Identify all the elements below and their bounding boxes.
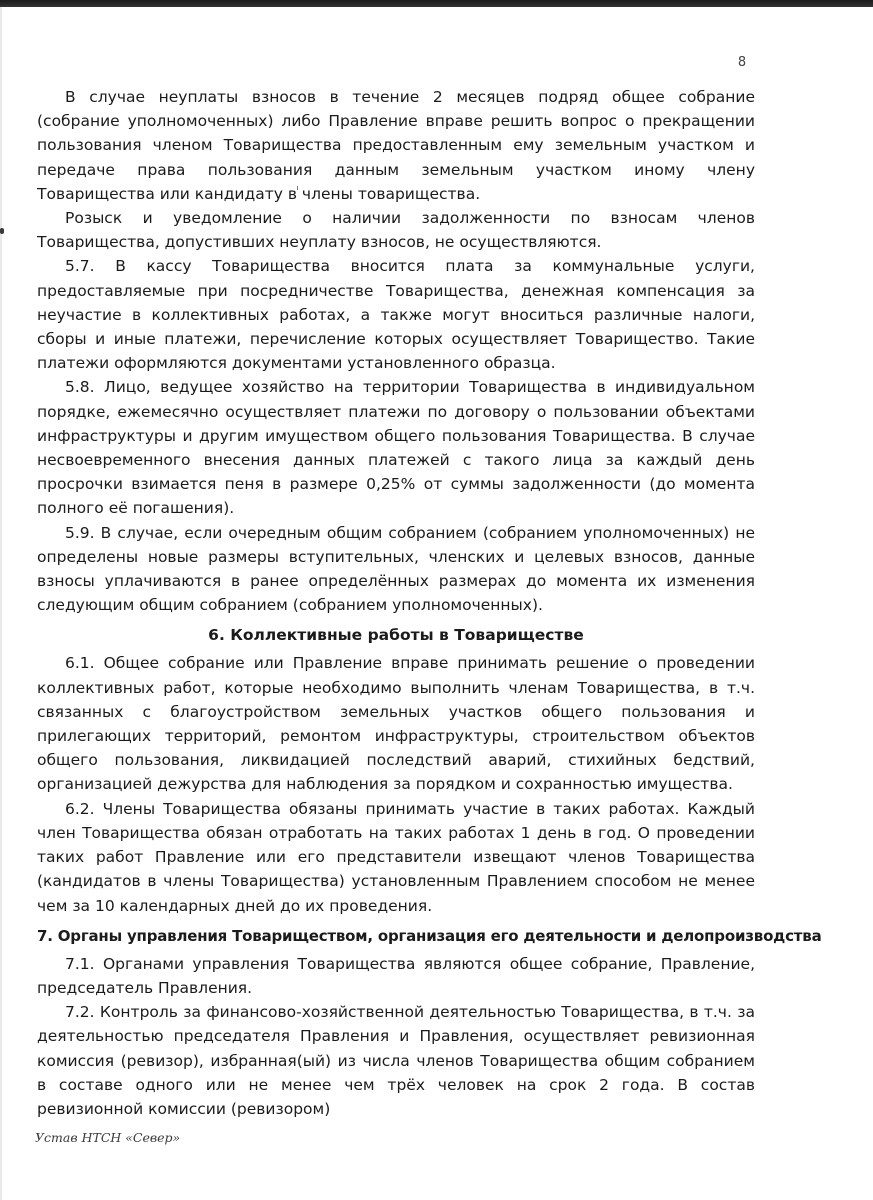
page-number: 8 — [737, 55, 747, 70]
section-heading-6: 6. Коллективные работы в Товариществе — [208, 626, 584, 645]
paragraph-7-1: 7.1. Органами управления Товарищества являются общее собрание, Правление, председатель Правления. — [37, 954, 755, 997]
paragraph-7-2: 7.2. Контроль за финансово-хозяйственной деятельностью Товарищества, в т.ч. за деятельностью председателя Правления и Правления, осуществляет ревизионная комиссия (ревизор), избранная(ый) из числа членов Товарищества общим собранием в составе одного или не менее чем трёх человек на срок 2 года. В состав ревизионной комиссии (ревизором) — [37, 1003, 755, 1118]
document-footer: Устав НТСН «Север» — [35, 1130, 181, 1145]
scan-left-edge — [0, 7, 2, 1200]
paragraph-5-8: 5.8. Лицо, ведущее хозяйство на территории Товарищества в индивидуальном порядке, ежемесячно осуществляет платежи по договору о пользовании объектами инфраструктуры и другим имуществом общего пользования Товарищества. В случае несвоевременного внесения данных платежей с такого лица за каждый день просрочки взимается пеня в размере 0,25% от суммы задолженности (до момента полного её погашения). — [37, 378, 755, 518]
scan-top-edge — [0, 0, 873, 7]
section-heading-7: 7. Органы управления Товариществом, организация его деятельности и делопроизводства — [37, 926, 822, 945]
paragraph-debt-notice: Розыск и уведомление о наличии задолженности по взносам членов Товарищества, допустивших неуплату взносов, не осуществляются. — [37, 209, 755, 252]
paragraph-6-2: 6.2. Члены Товарищества обязаны принимать участие в таких работах. Каждый член Товарищества обязан отработать на таких работах 1 день в год. О проведении таких работ Правление или его представители извещают членов Товарищества (кандидатов в члены Товарищества) установленным Правлением способом не менее чем за 10 календарных дней до их проведения. — [37, 799, 755, 915]
paragraph-nonpayment: В случае неуплаты взносов в течение 2 месяцев подряд общее собрание (собрание уполномоченных) либо Правление вправе решить вопрос о прекращении пользования членом Товарищества предоставленным ему земельным участком и передаче права пользования данным земельным участком иному члену Товарищества или кандидату в члены товарищества. — [37, 88, 755, 203]
paragraph-5-7: 5.7. В кассу Товарищества вносится плата за коммунальные услуги, предоставляемые при посредничестве Товарищества, денежная компенсация за неучастие в коллективных работах, а также могут вноситься различные налоги, сборы и иные платежи, перечисление которых осуществляет Товарищество. Такие платежи оформляются документами установленного образца. — [37, 257, 755, 373]
paragraph-5-9: 5.9. В случае, если очередным общим собранием (собранием уполномоченных) не определены новые размеры вступительных, членских и целевых взносов, данные взносы уплачиваются в ранее определённых размерах до момента их изменения следующим общим собранием (собранием уполномоченных). — [37, 523, 755, 615]
document-body — [37, 85, 822, 1121]
paragraph-6-1: 6.1. Общее собрание или Правление вправе принимать решение о проведении коллективных работ, которые необходимо выполнить членам Товарищества, в т.ч. связанных с благоустройством земельных участков общего пользования и прилегающих территорий, ремонтом инфраструктуры, строительством объектов общего пользования, ликвидацией последствий аварий, стихийных бедствий, организацией дежурства для наблюдения за порядком и сохранностью имущества. — [37, 654, 755, 794]
scan-speck — [0, 228, 4, 234]
